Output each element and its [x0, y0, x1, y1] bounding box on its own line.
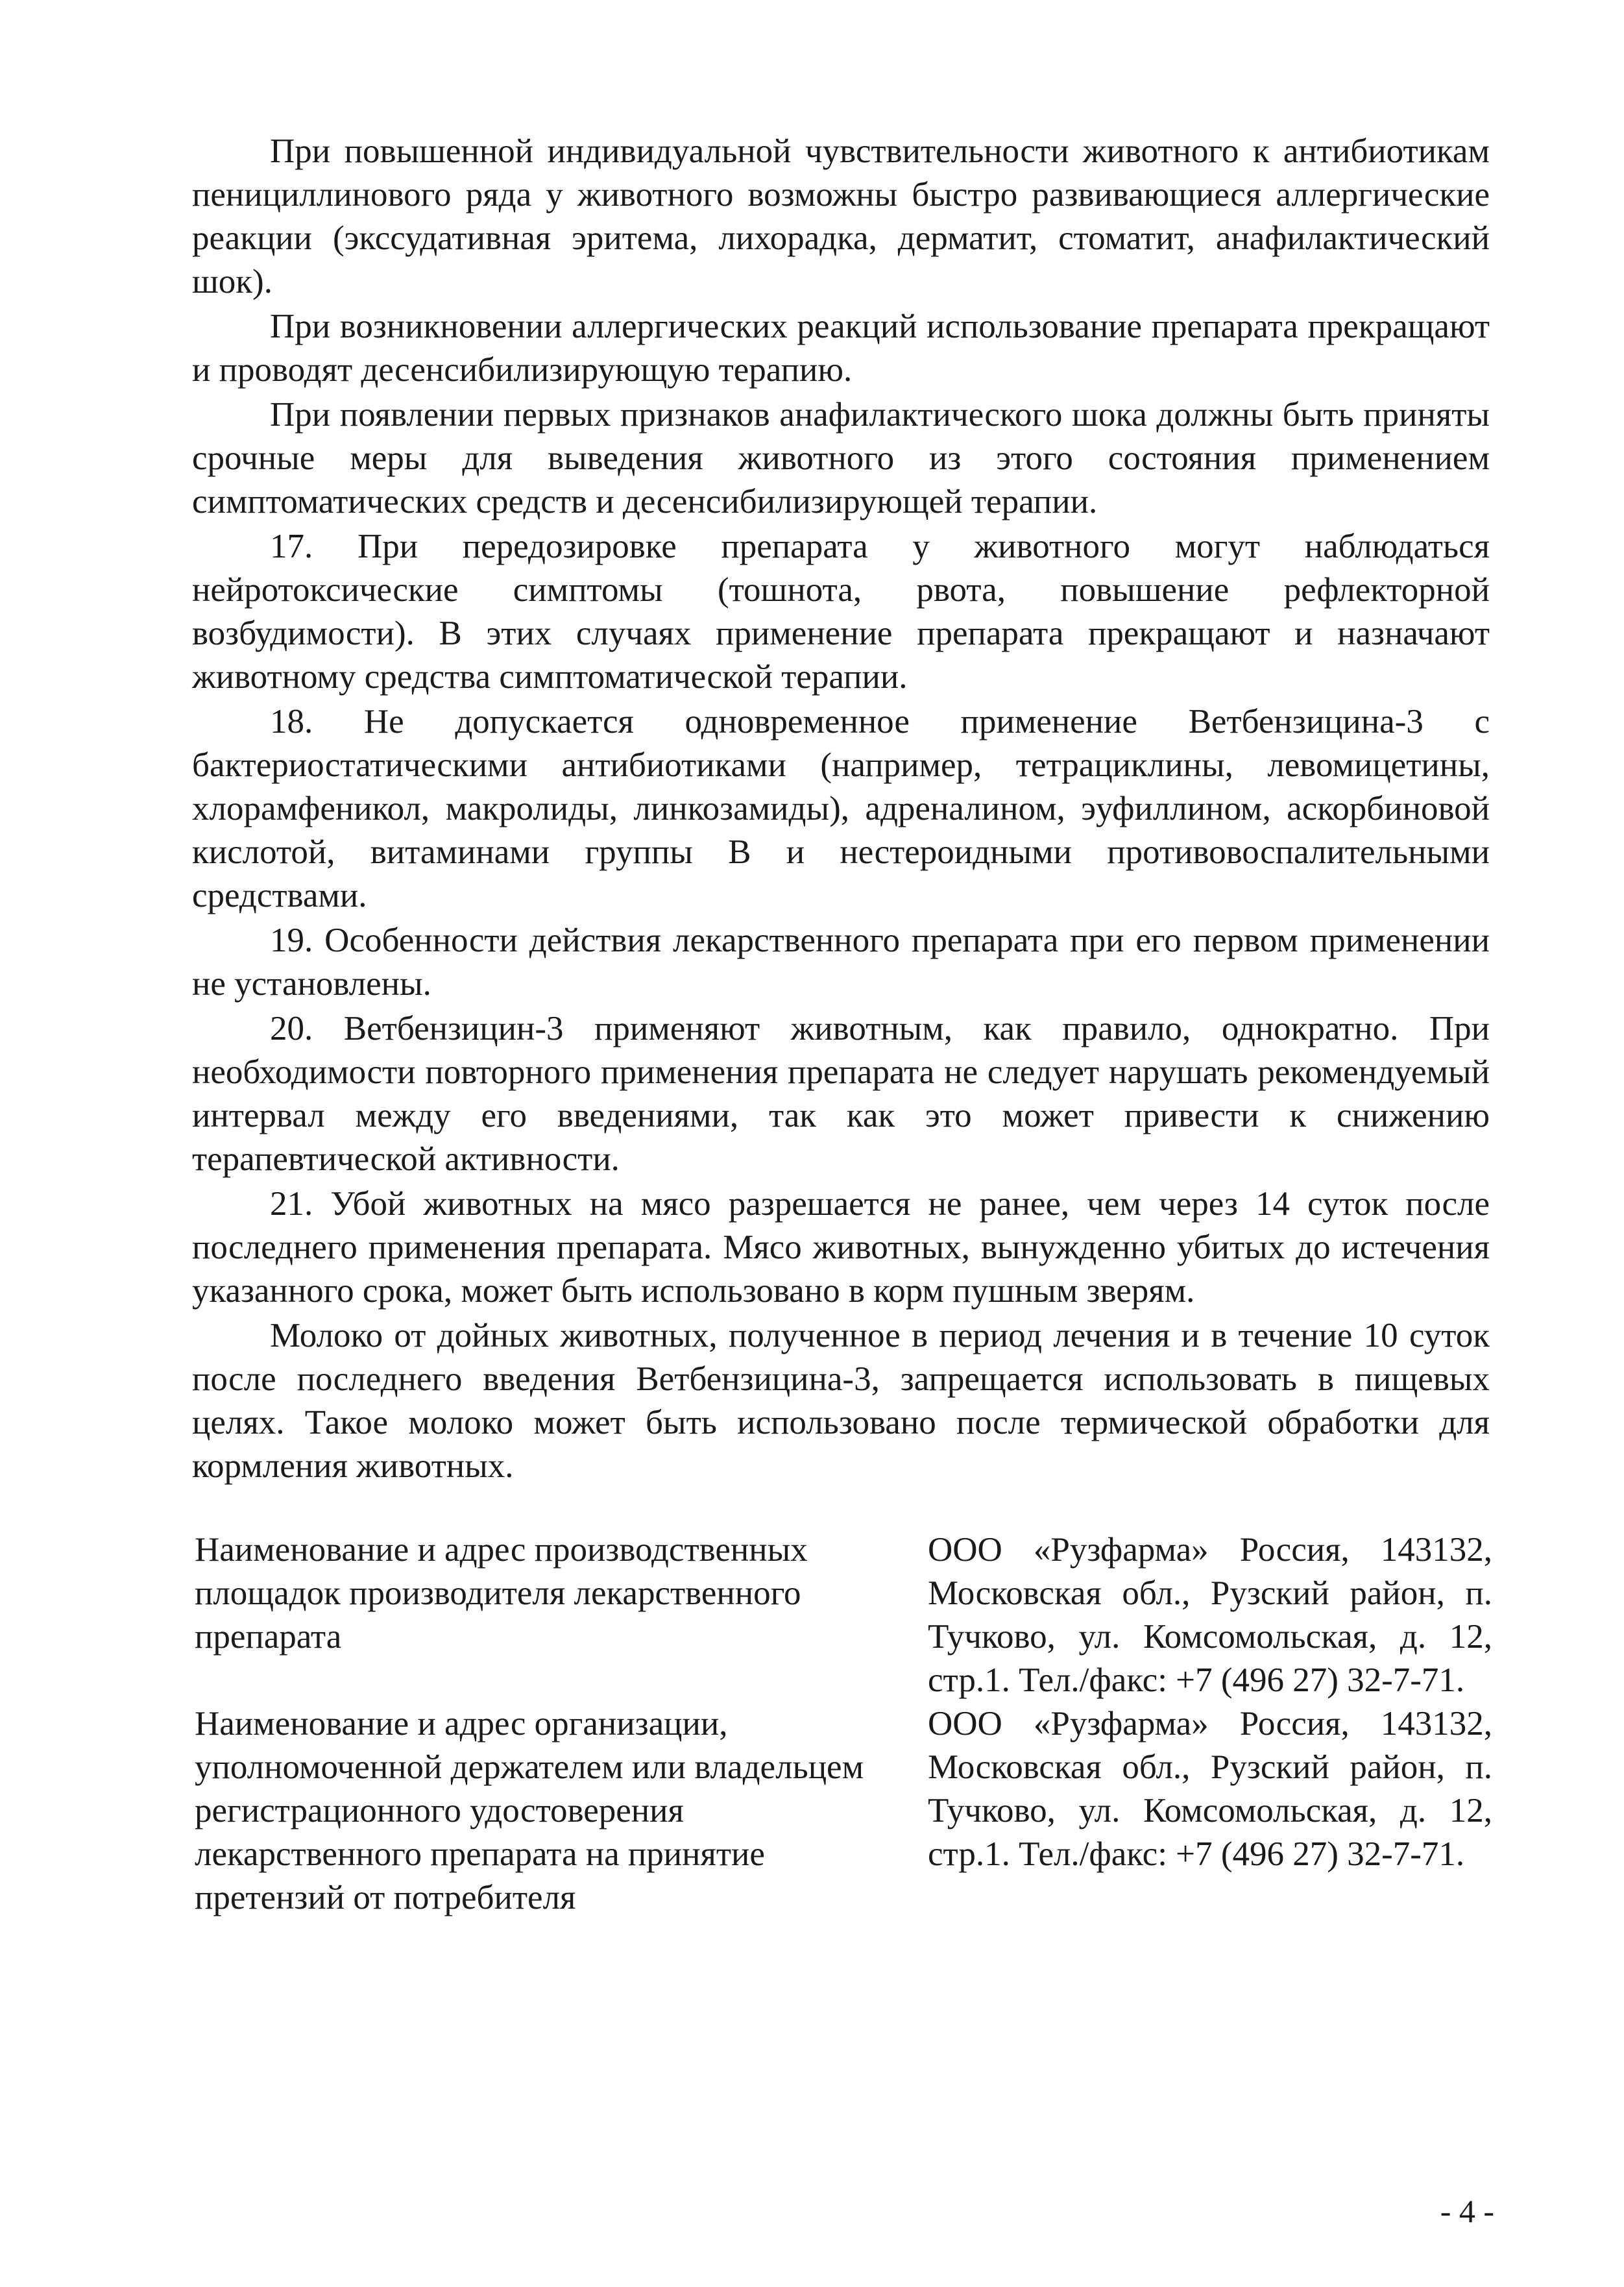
- table-row: [195, 1702, 1492, 1920]
- paragraph-milk: Молоко от дойных животных, полученное в период лечения и в течение 10 суток после последнего введения Ветбензицина-3, запрещается использовать в пищевых целях. Такое молоко может быть использовано после термической обработки для кормления животных.: [192, 1317, 1490, 1485]
- claims-organization-address: ООО «Рузфарма» Россия, 143132, Московская обл., Рузский район, п. Тучково, ул. Комсомольская, д. 12, стр.1. Тел./факс: +7 (496 27) 32-7-71.: [928, 1705, 1492, 1873]
- paragraph-allergy-sensitivity: При повышенной индивидуальной чувствительности животного к антибиотикам пенициллинового ряда у животного возможны быстро развивающиеся аллергические реакции (экссудативная эритема, лихорадка, дерматит, стоматит, анафилактический шок).: [192, 132, 1490, 300]
- paragraph-21-slaughter: 21. Убой животных на мясо разрешается не ранее, чем через 14 суток после последнего применения препарата. Мясо животных, вынужденно убитых до истечения указанного срока, может быть использовано в корм пушным зверям.: [192, 1185, 1490, 1310]
- manufacturer-info-table: [195, 1528, 1492, 1920]
- document-body: [192, 130, 1490, 1489]
- paragraph-20-repeat-use: 20. Ветбензицин-3 применяют животным, как правило, однократно. При необходимости повторного применения препарата не следует нарушать рекомендуемый интервал между его введениями, так как это может привести к снижению терапевтической активности.: [192, 1010, 1490, 1178]
- page-number: - 4 -: [1440, 2193, 1494, 2229]
- paragraph-allergy-reactions: При возникновении аллергических реакций использование препарата прекращают и проводят десенсибилизирующую терапию.: [192, 308, 1490, 389]
- paragraph-anaphylactic-shock: При появлении первых признаков анафилактического шока должны быть приняты срочные меры для выведения животного из этого состояния применением симптоматических средств и десенсибилизирующей терапии.: [192, 396, 1490, 520]
- table-row: [195, 1528, 1492, 1702]
- production-sites-label: Наименование и адрес производственных площадок производителя лекарственного препарата: [195, 1531, 808, 1656]
- claims-organization-label: Наименование и адрес организации, уполномоченной держателем или владельцем регистрационного удостоверения лекарственного препарата на принятие претензий от потребителя: [195, 1705, 864, 1916]
- paragraph-19-first-use: 19. Особенности действия лекарственного препарата при его первом применении не установлены.: [192, 922, 1490, 1003]
- paragraph-18-incompatibility: 18. Не допускается одновременное применение Ветбензицина-3 с бактериостатическими антибиотиками (например, тетрациклины, левомицетины, хлорамфеникол, макролиды, линкозамиды), адреналином, эуфиллином, аскорбиновой кислотой, витаминами группы В и нестероидными противовоспалительными средствами.: [192, 703, 1490, 914]
- paragraph-17-overdose: 17. При передозировке препарата у животного могут наблюдаться нейротоксические симптомы (тошнота, рвота, повышение рефлекторной возбудимости). В этих случаях применение препарата прекращают и назначают животному средства симптоматической терапии.: [192, 528, 1490, 696]
- production-sites-address: ООО «Рузфарма» Россия, 143132, Московская обл., Рузский район, п. Тучково, ул. Комсомольская, д. 12, стр.1. Тел./факс: +7 (496 27) 32-7-71.: [928, 1531, 1492, 1699]
